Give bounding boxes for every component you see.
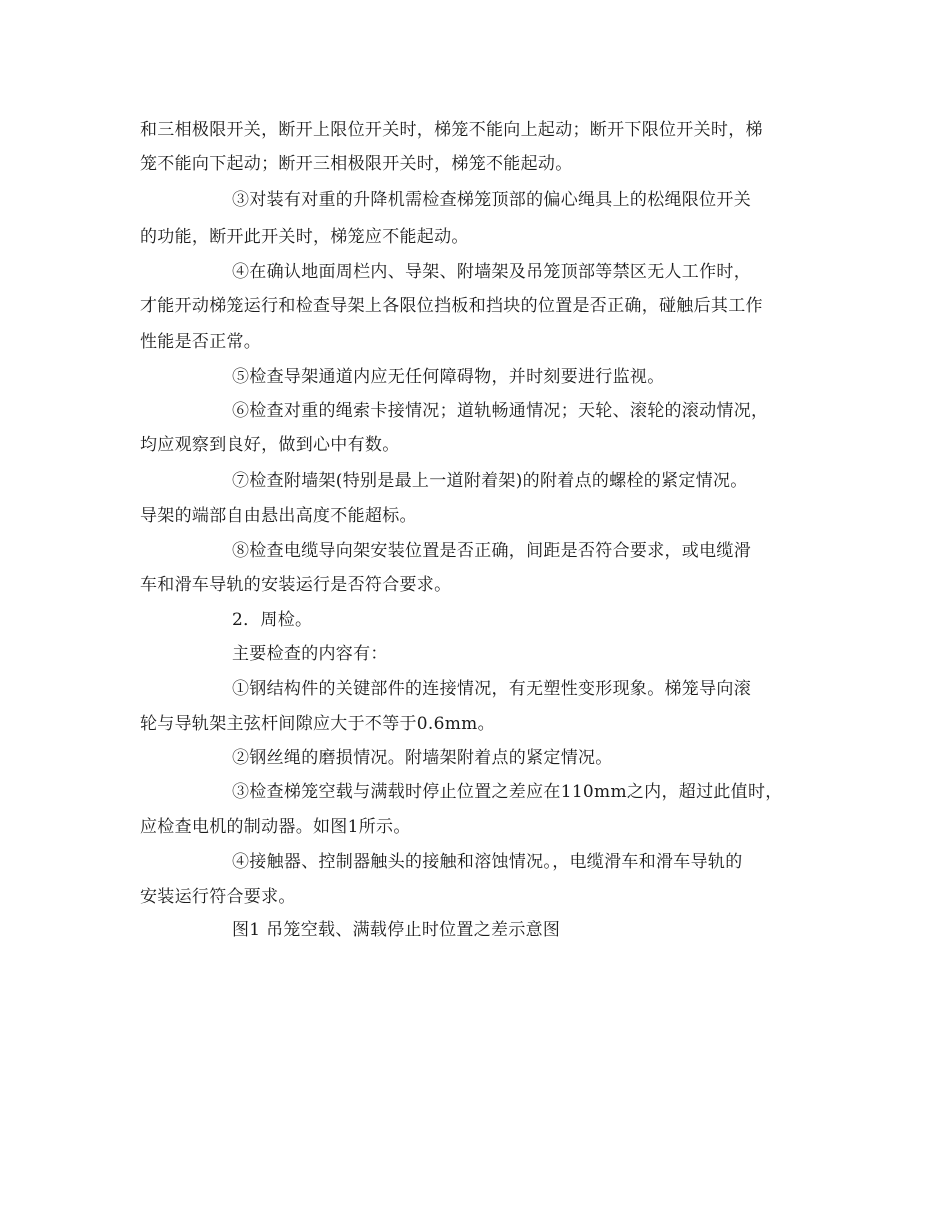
text-line: 和三相极限开关，断开上限位开关时，梯笼不能向上起动；断开下限位开关时，梯	[140, 120, 763, 140]
text-line: 的功能，断开此开关时，梯笼应不能起动。	[140, 227, 469, 247]
text-line: 主要检查的内容有：	[232, 644, 388, 664]
section-heading: 2．周检。	[232, 610, 313, 630]
text-line: 才能开动梯笼运行和检查导架上各限位挡板和挡块的位置是否正确，碰触后其工作	[140, 296, 763, 316]
text-line: 导架的端部自由悬出高度不能超标。	[140, 506, 417, 526]
text-line: ③对装有对重的升降机需检查梯笼顶部的偏心绳具上的松绳限位开关	[232, 190, 751, 210]
text-line: 性能是否正常。	[140, 332, 262, 352]
text-line: ①钢结构件的关键部件的连接情况，有无塑性变形现象。梯笼导向滚	[232, 679, 751, 699]
text-line: 应检查电机的制动器。如图1所示。	[140, 817, 411, 837]
text-line: ⑧检查电缆导向架安装位置是否正确，间距是否符合要求，或电缆滑	[232, 541, 751, 561]
figure-caption: 图1 吊笼空载、满载停止时位置之差示意图	[232, 920, 561, 940]
text-line: ⑦检查附墙架(特别是最上一道附着架)的附着点的螺栓的紧定情况。	[232, 471, 748, 491]
text-line: 轮与导轨架主弦杆间隙应大于不等于0.6mm。	[140, 714, 495, 734]
text-line: ④接触器、控制器触头的接触和溶蚀情况。，电缆滑车和滑车导轨的	[232, 852, 743, 872]
text-line: ②钢丝绳的磨损情况。附墙架附着点的紧定情况。	[232, 748, 613, 768]
text-line: ④在确认地面周栏内、导架、附墙架及吊笼顶部等禁区无人工作时，	[232, 262, 751, 282]
text-line: 均应观察到良好，做到心中有数。	[140, 435, 400, 455]
text-line: ⑤检查导架通道内应无任何障碍物，并时刻要进行监视。	[232, 367, 665, 387]
text-line: 安装运行符合要求。	[140, 887, 296, 907]
text-line: ⑥检查对重的绳索卡接情况；道轨畅通情况；天轮、滚轮的滚动情况，	[232, 401, 769, 421]
text-line: ③检查梯笼空载与满载时停止位置之差应在110mm之内，超过此值时，	[232, 782, 783, 802]
text-line: 车和滑车导轨的安装运行是否符合要求。	[140, 575, 452, 595]
text-line: 笼不能向下起动；断开三相极限开关时，梯笼不能起动。	[140, 154, 573, 174]
